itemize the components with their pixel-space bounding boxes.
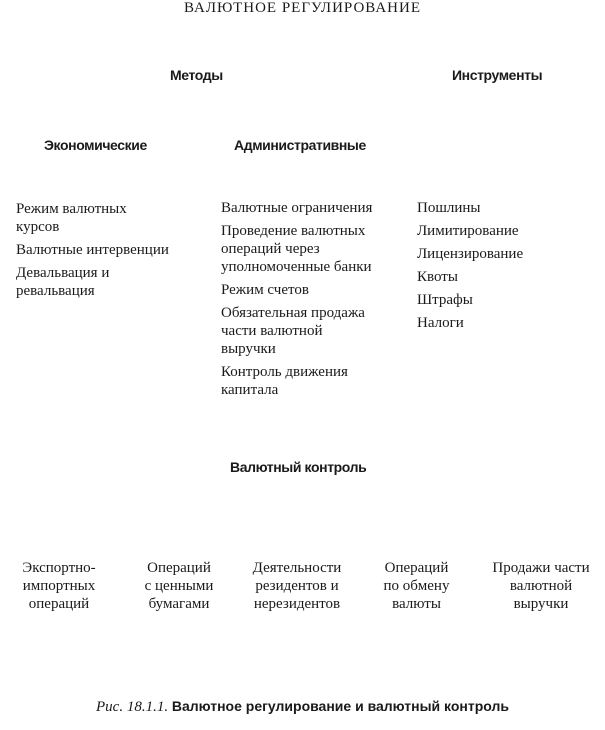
list-item: Лицензирование xyxy=(417,246,524,262)
currency-control-heading: Валютный контроль xyxy=(230,459,367,475)
methods-heading: Методы xyxy=(170,67,223,83)
instruments-heading: Инструменты xyxy=(452,67,543,83)
figure-caption xyxy=(0,698,605,716)
economic-heading: Экономические xyxy=(44,137,147,153)
list-item: Лимитирование xyxy=(417,223,519,239)
control-item: Экспортно- импортных операций xyxy=(22,560,96,612)
instruments-list xyxy=(417,199,567,337)
administrative-heading: Административные xyxy=(234,137,366,153)
control-item: Продажи части валютной выручки xyxy=(492,560,590,612)
list-item: Пошлины xyxy=(417,200,481,216)
control-item: Операций по обмену валюты xyxy=(383,560,450,612)
control-item: Операций с ценными бумагами xyxy=(144,560,214,612)
list-item: Контроль движения капитала xyxy=(221,364,348,398)
list-item: Валютные ограничения xyxy=(221,200,373,216)
caption-prefix: Рис. 18.1.1. xyxy=(96,699,169,715)
list-item: Режим валютных курсов xyxy=(16,201,127,235)
diagram-title: ВАЛЮТНОЕ РЕГУЛИРОВАНИЕ xyxy=(183,0,422,16)
caption-text: Валютное регулирование и валютный контроль xyxy=(171,698,509,714)
list-item: Режим счетов xyxy=(221,282,309,298)
control-item: Деятельности резидентов и нерезидентов xyxy=(252,560,342,612)
list-item: Девальвация и ревальвация xyxy=(16,265,110,299)
administrative-methods-list xyxy=(221,199,386,404)
economic-methods-list xyxy=(16,200,201,305)
list-item: Налоги xyxy=(417,315,464,331)
list-item: Валютные интервенции xyxy=(16,242,169,258)
list-item: Квоты xyxy=(417,269,458,285)
list-item: Обязательная продажа части валютной выручки xyxy=(221,305,365,357)
list-item: Штрафы xyxy=(417,292,473,308)
list-item: Проведение валютных операций через уполномоченные банки xyxy=(221,223,372,275)
